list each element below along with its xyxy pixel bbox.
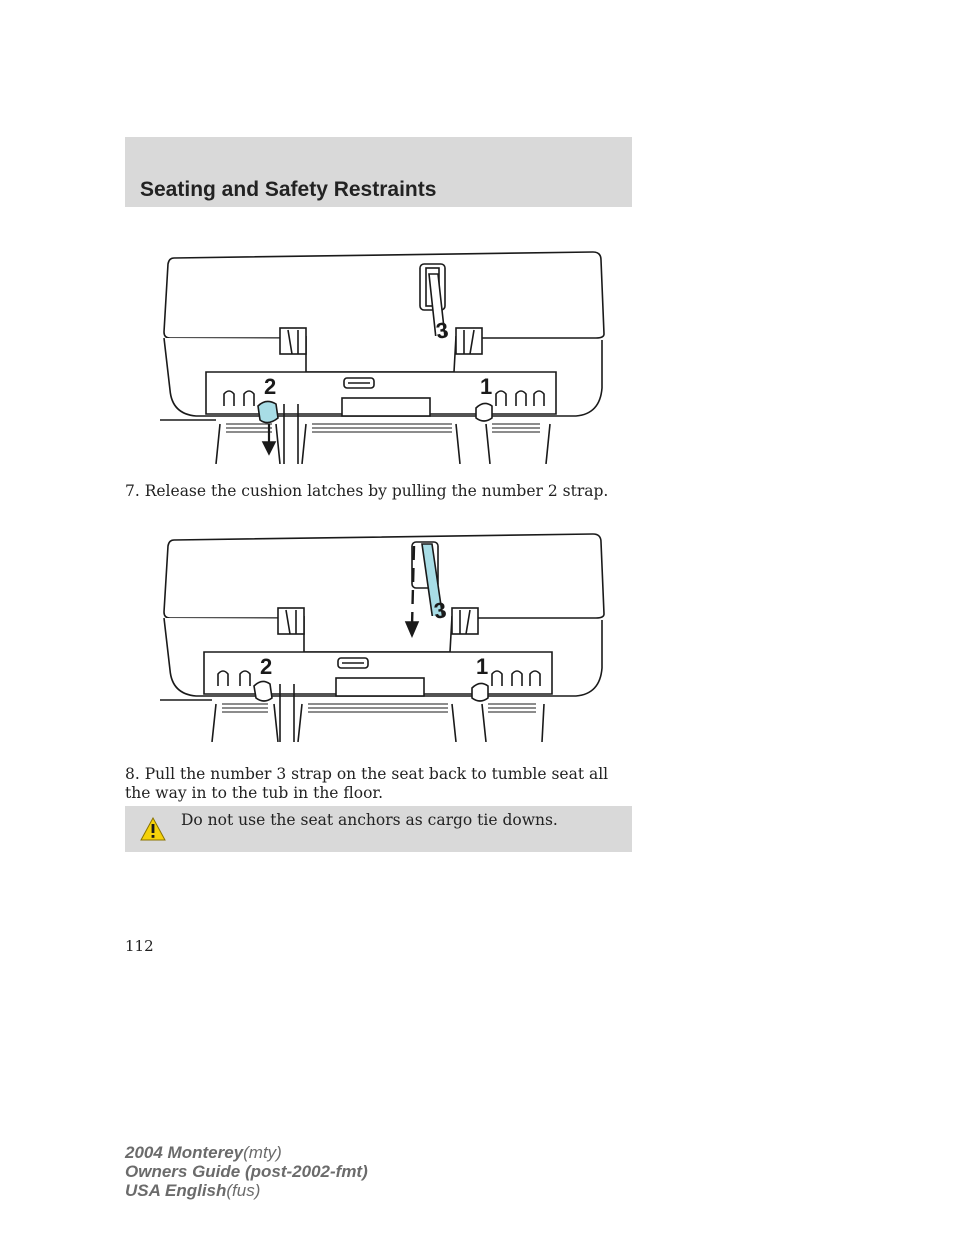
strap-label-2: 2 (264, 374, 277, 399)
step-8-text: 8. Pull the number 3 strap on the seat back to tumble seat all the way in to the tub in the floor. (125, 765, 609, 802)
strap-label-3: 3 (434, 317, 450, 344)
strap-label-1: 1 (476, 654, 489, 679)
strap-label-1: 1 (480, 374, 493, 399)
seat-diagram-strap-3 (156, 530, 606, 742)
page-number: 112 (125, 937, 154, 955)
section-title: Seating and Safety Restraints (140, 178, 437, 201)
footer-guide: Owners Guide (post-2002-fmt) (125, 1162, 368, 1181)
step-7-text: 7. Release the cushion latches by pulling the number 2 strap. (125, 482, 609, 500)
footer-model-code: (mty) (243, 1143, 282, 1162)
footer-language: USA English (125, 1181, 227, 1200)
footer-language-code: (fus) (226, 1181, 261, 1200)
warning-text: Do not use the seat anchors as cargo tie downs. (181, 811, 558, 829)
strap-label-2: 2 (260, 654, 273, 679)
document-footer (125, 1143, 368, 1200)
warning-triangle-icon (140, 817, 166, 841)
seat-diagram-strap-2 (156, 248, 606, 464)
strap-label-3: 3 (432, 597, 448, 624)
footer-model: 2004 Monterey (125, 1143, 244, 1162)
